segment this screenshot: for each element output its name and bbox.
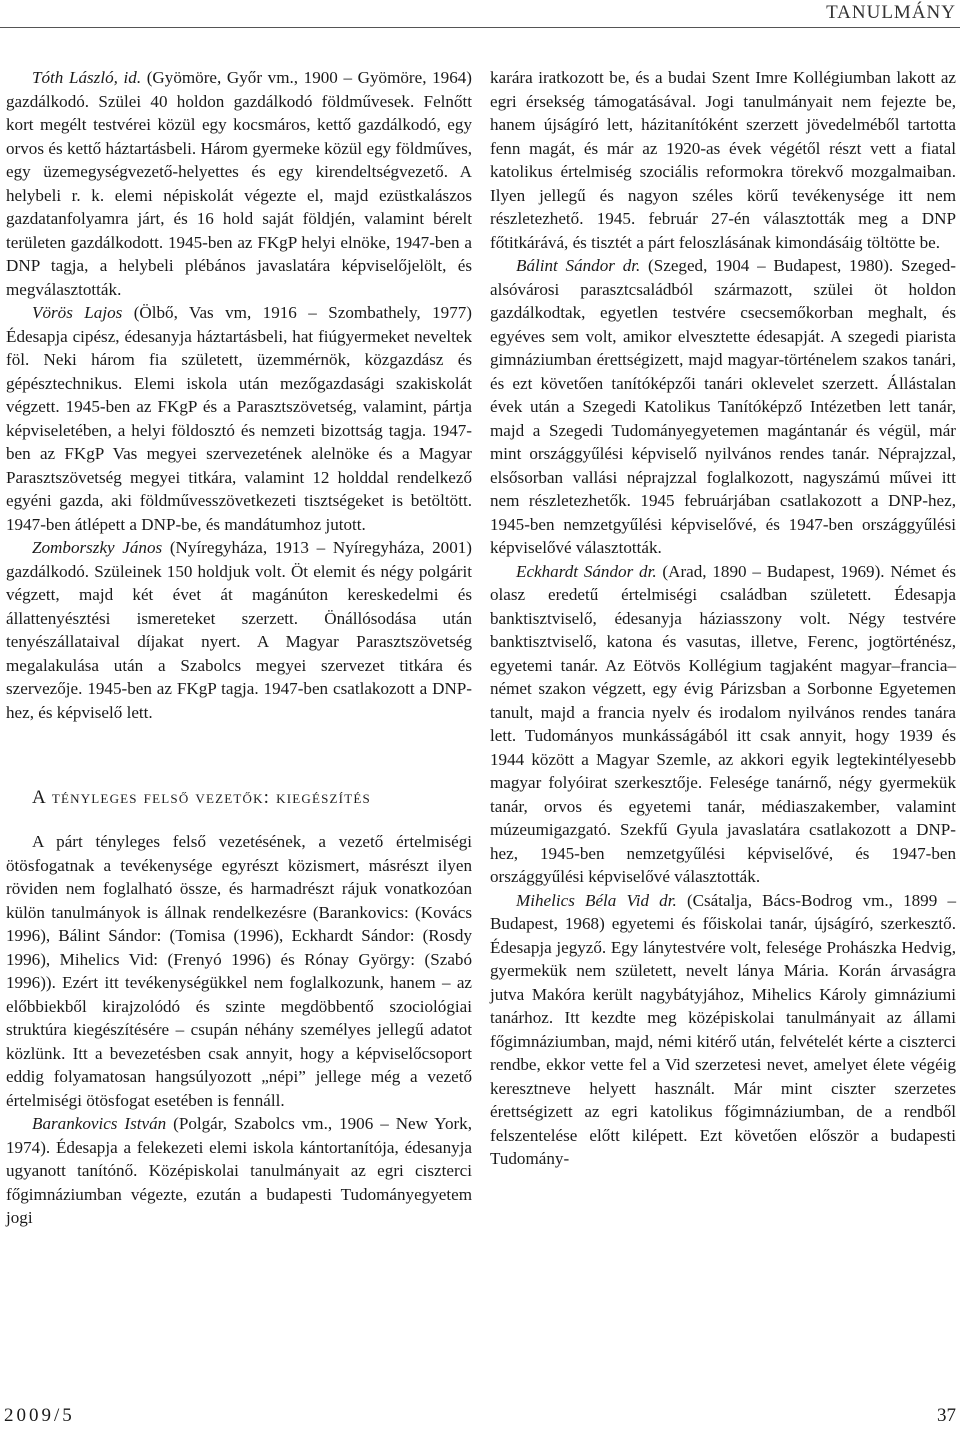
biography-voros: [6, 301, 472, 536]
biography-eckhardt: [490, 560, 956, 889]
biography-barankovics: [6, 1112, 472, 1230]
person-name: Mihelics Béla Vid dr.: [516, 890, 677, 910]
person-name: Tóth László, id.: [32, 68, 142, 87]
person-name: Vörös Lajos: [32, 303, 123, 322]
biography-barankovics-continued: [490, 66, 956, 254]
section-heading: A tényleges felső vezetők: kiegészítés: [32, 787, 371, 808]
paragraph-text: (Polgár, Szabolcs vm., 1906 – New York, 1974). Édesapja a felekezeti elemi iskola kántortanítója, édesanyja ugyanott tanítónő. Középiskolai tanulmányait az egri ciszterci főgimnáziumban végezte, ezután a budapesti Tudományegyetem jogi: [6, 1114, 473, 1227]
paragraph-text: A párt tényleges felső vezetésének, a vezető értelmiségi ötösfogatnak a tevékenysége egyrészt közismert, másrészt ilyen röviden nem foglalható össze, és harmadrészt rájuk vonatkozóan külön tanulmányok is állnak rendelkezésre (Barankovics: (Kovács 1996), Bálint Sándor: (Tomisa (1996), Eckhardt Sándor: (Rosdy 1996), Mihelics Vid: (Frenyó 1996) és Rónay György: (Szabó 1996)). Ezért itt tevékenységükkel nem foglalkozunk, hanem – az előbbiekből kirajzolódó és szinte megdöbbentő szociológiai struktúra kiegészítésére – csupán néhány személyes jellegű adatot közlünk. Itt a bevezetésben csak annyit, hogy a képviselőcsoport eddig folyamatosan hangsúlyozott „népi” jellege még a vezető értelmiségi ötösfogat esetében is fennáll.: [6, 832, 472, 1110]
person-name: Bálint Sándor dr.: [516, 256, 641, 275]
left-column: [6, 66, 472, 1230]
paragraph-text: (Nyíregyháza, 1913 – Nyíregyháza, 2001) gazdálkodó. Szüleinek 150 holdjuk volt. Öt elemit és négy polgárit végzett, majd két évet át magánúton kereskedelmi és állattenyésztési ismereteket szerzett. Önállósodása után tenyészállataival díjakat nyert. A Magyar Parasztszövetség megalakulása után a Szabolcs megyei szervezet titkára és szervezője. 1945-ben az FKgP tagja. 1947-ben csatlakozott a DNP-hez, és képviselő lett.: [6, 538, 472, 722]
biography-zomborszky: [6, 536, 472, 724]
paragraph-text: (Ölbő, Vas vm, 1916 – Szombathely, 1977) Édesapja cipész, édesanyja háztartásbeli, hat fiúgyermeket neveltek föl. Neki három fia született, üzemmérnök, közgazdász és gépésztechnikus. Elemi iskola után mezőgazdasági szakiskolát végzett. 1945-ben az FKgP és a Parasztszövetség, valamint, pártja képviseletében, a helyi földosztó és nemzeti bizottság tagja. 1947-ben az FKgP Vas megyei szervezetének alelnöke és a Magyar Parasztszövetség megyei titkára, valamint 12 holddal rendelkező egyéni gazda, aki földművesszövetkezeti tisztségeket is betöltött. 1947-ben átlépett a DNP-be, és mandátumhoz jutott.: [6, 303, 472, 534]
header-divider: [0, 27, 960, 28]
paragraph-text: (Gyömöre, Győr vm., 1900 – Gyömöre, 1964) gazdálkodó. Szülei 40 holdon gazdálkodó földművesek. Felnőtt kort megélt testvérei közül egy kocsmáros, kettő gazdálkodó, egy orvos és kettő háztartásbeli. Három gyermeke közül egy földműves, egy üzemegységvezető-helyettes és egy kirendeltségvezető. A helybeli r. k. elemi népiskolát végezte el, majd ezüstkalászos gazdatanfolyamra járt, és 16 hold saját földjén, valamint bérelt területen gazdálkodott. 1945-ben az FKgP helyi elnöke, 1947-ben a DNP tagja, a helybeli plébános javaslatára képviselőjelölt, és megválasztották.: [6, 68, 472, 299]
biography-toth: [6, 66, 472, 301]
issue-number: 2009/5: [4, 1405, 75, 1426]
person-name: Zomborszky János: [32, 538, 163, 557]
paragraph-text: (Szeged, 1904 – Budapest, 1980). Szeged-alsóvárosi parasztcsaládból származott, szülei öt holdon gazdálkodtak, egyetlen testvére csecsemőkorban meghalt, és egyéves sem volt, amikor elvesztette édesapját. A szegedi piarista gimnáziumban érettségizett, majd magyar-történelem szakos tanári, és ezt követően tanítóképzői tanári oklevelet szerzett. Állástalan évek után a Szegedi Katolikus Tanítóképző Intézetben lett tanár, majd a Szegedi Tudományegyetemen magántanár és végül, már mint országgyűlési képviselő nyilvános rendes tanár. Néprajzzal, elsősorban vallási néprajzzal foglalkozott, nagyszámú művei itt nem részletezhetők. 1945 februárjában csatlakozott a DNP-hez, 1945-ben nemzetgyűlési képviselővé, és 1947-ben országgyűlési képviselővé választották.: [490, 256, 956, 557]
paragraph-text: karára iratkozott be, és a budai Szent Imre Kollégiumban lakott az egri érsekség támogatásával. Jogi tanulmányait nem fejezte be, hanem újságíró lett, házitanítóként szerzett jövedelméből tartotta fenn magát, és már az 1920-as évek végétől részt vett a fiatal katolikus értelmiség szociális reformokra törekvő mozgalmaiban. Ilyen jellegű és nagyon széles körű tevékenysége itt nem részletezhető. 1945. február 27-én választották meg a DNP főtitkárává, és tisztét a párt feloszlásának kimondásáig töltötte be.: [490, 68, 956, 252]
page-number: 37: [937, 1405, 956, 1426]
paragraph-text: (Arad, 1890 – Budapest, 1969). Német és olasz eredetű értelmiségi családban született. Édesapja banktisztviselő, édesanyja háziasszony volt. Négy testvére banktisztviselő, katona és vasutas, illetve, Ferenc, jogtörténész, egyetemi tanár. Az Eötvös Kollégium tagjaként magyar–francia–német szakon végzett, egy évig Párizsban a Sorbonne Egyetemen tanult, majd a francia nyelv és irodalom nyilvános rendes tanára lett. Tudományos munkásságából itt csak annyit, hogy 1939 és 1944 között a Magyar Szemle, az akkori egyik legtekintélyesebb magyar folyóirat szerkesztője. Felesége tanárnő, négy gyermekük tanár, orvos és egyetemi tanár, médiaszakember, valamint múzeumigazgató. Szekfű Gyula javaslatára csatlakozott a DNP-hez, 1945-ben nemzetgyűlési képviselővé, és 1947-ben országgyűlési képviselővé választották.: [490, 561, 956, 886]
running-header: TANULMÁNY: [826, 2, 956, 23]
person-name: Eckhardt Sándor dr.: [516, 561, 657, 581]
biography-balint: [490, 254, 956, 560]
biography-mihelics: [490, 889, 956, 1171]
person-name: Barankovics István: [32, 1114, 167, 1133]
paragraph-text: (Csátalja, Bács-Bodrog vm., 1899 – Budapest, 1968) egyetemi és főiskolai tanár, újságíró, szerkesztő. Édesapja jegyző. Egy lánytestvére volt, felesége Prohászka Hedvig, gyermekük nem született, nevelt lánya Mária. Korán árvaságra jutva Makóra került nagybátyjához, Mihelics Károly gimnáziumi tanárhoz. Itt kezdte meg középiskolai tanulmányait az állami főgimnáziumban, majd, némi kitérő után, felvételét kérte a ciszterci rendbe, ekkor vette fel a Vid szerzetesi nevet, amelyet élete végéig keresztneve helyett használt. Már mint ciszter szerzetes érettségizett az egri katolikus főgimnáziumban, de a rendből felszentelése előtt kilépett. Ezt követően először a budapesti Tudomány-: [490, 890, 956, 1168]
right-column: [490, 66, 956, 1171]
section-intro-paragraph: [6, 830, 472, 1112]
